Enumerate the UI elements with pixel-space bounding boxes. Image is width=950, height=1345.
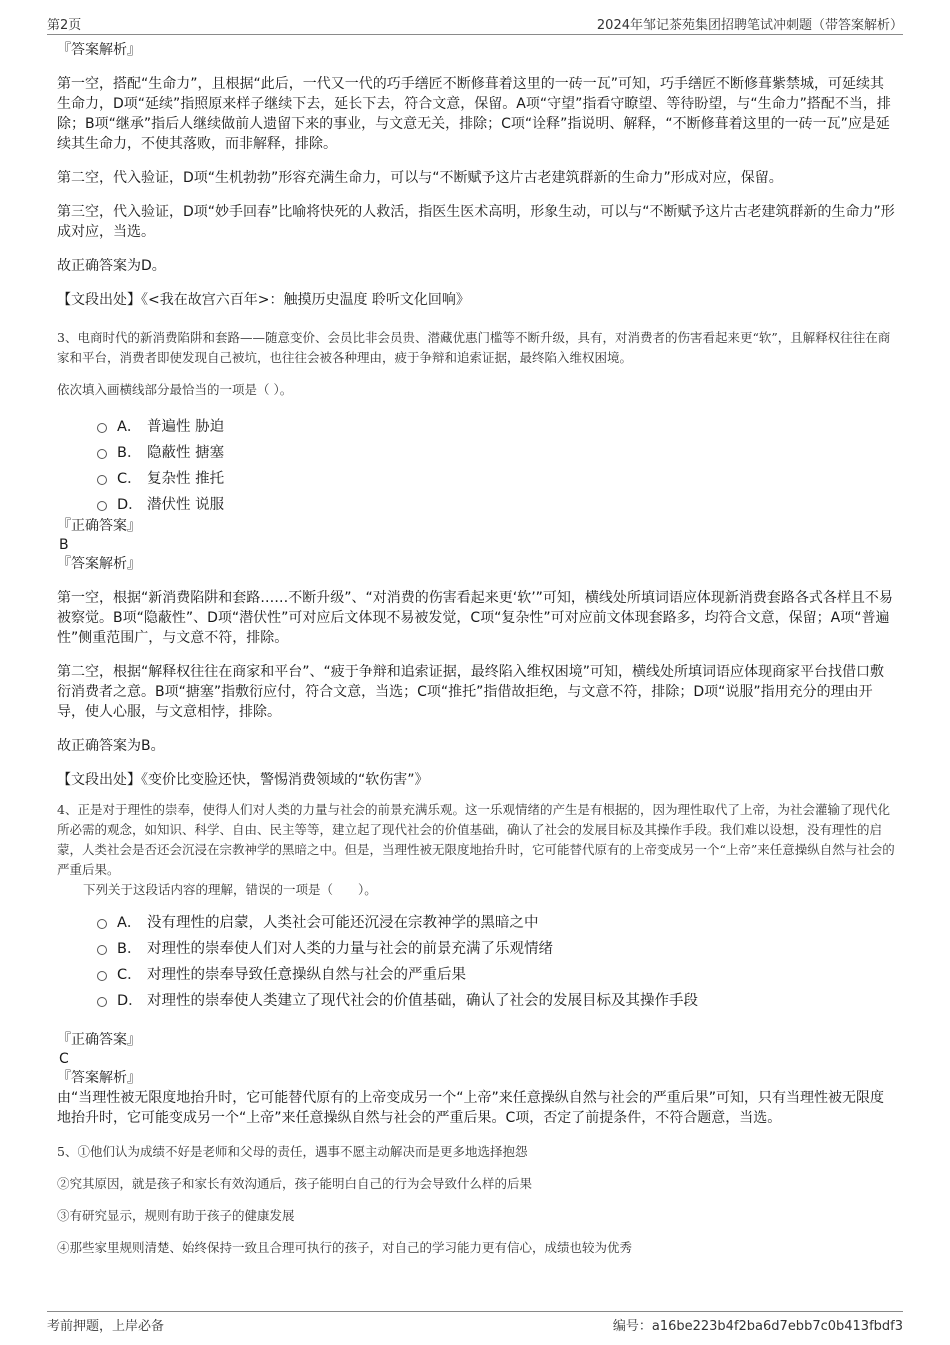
radio-icon[interactable] (97, 475, 107, 485)
q5-item-2: ②究其原因，就是孩子和家长有效沟通后，孩子能明白自己的行为会导致什么样的后果 (57, 1176, 533, 1191)
q4-option-b[interactable]: B． 对理性的崇奉使人们对人类的力量与社会的前景充满了乐观情绪 (97, 934, 897, 960)
q4-option-d[interactable]: D． 对理性的崇奉使人类建立了现代社会的价值基础，确认了社会的发展目标及其操作手段 (97, 986, 897, 1012)
document-title: 2024年邹记茶苑集团招聘笔试冲刺题（带答案解析） (596, 18, 903, 33)
q4-answer: C (59, 1051, 69, 1067)
radio-icon[interactable] (97, 501, 107, 511)
q4-option-a[interactable]: A． 没有理性的启蒙，人类社会可能还沉浸在宗教神学的黑暗之中 (97, 908, 897, 934)
q3-option-d[interactable]: D． 潜伏性 说服 (97, 490, 897, 516)
radio-icon[interactable] (97, 971, 107, 981)
q2-analysis-tag: 『答案解析』 (57, 42, 141, 58)
page-number: 第2页 (47, 18, 82, 33)
footer-slogan: 考前押题，上岸必备 (47, 1319, 165, 1334)
q4-question: 4、正是对于理性的崇奉，使得人们对人类的力量与社会的前景充满乐观。这一乐观情绪的产生是有根据的，因为理性取代了上帝，为社会灌输了现代化所必需的观念，如知识、科学、自由、民主等等，建立起了现代社会的价值基础，确认了社会的发展目标及其操作手段。我们难以设想，没有理性的启蒙，人类社会是否还会沉浸在宗教神学的黑暗之中。但是，当理性被无限度地抬升时，它可能替代原有的上帝变成另一个“上帝”来任意操纵自然与社会的严重后果。 (57, 802, 895, 877)
radio-icon[interactable] (97, 919, 107, 929)
q4-analysis-tag: 『答案解析』 (57, 1070, 141, 1086)
radio-icon[interactable] (97, 423, 107, 433)
q2-analysis-para3: 第三空，代入验证，D项“妙手回春”比喻将快死的人救活，指医生医术高明，形象生动，可以与“不断赋予这片古老建筑群新的生命力”形成对应，当选。 (57, 204, 895, 240)
q4-analysis-para1: 由“当理性被无限度地抬升时，它可能替代原有的上帝变成另一个“上帝”来任意操纵自然与社会的严重后果”可知，只有当理性被无限度地抬升时，它可能变成另一个“上帝”来任意操纵自然与社会的严重后果。C项，否定了前提条件，不符合题意，当选。 (57, 1090, 885, 1126)
q4-options (57, 908, 897, 1012)
radio-icon[interactable] (97, 997, 107, 1007)
q3-analysis-para1: 第一空，根据“新消费陷阱和套路……不断升级”、“对消费的伤害看起来更‘软’”可知，横线处所填词语应体现新消费套路各式各样且不易被察觉。B项“隐蔽性”、D项“潜伏性”可对应后文体现不易被发觉，C项“复杂性”可对应前文体现套路多，均符合文意，保留；A项“普遍性”侧重范围广，与文意不符，排除。 (57, 590, 893, 646)
q3-option-b[interactable]: B． 隐蔽性 搪塞 (97, 438, 897, 464)
q3-options (57, 412, 897, 516)
q2-conclusion: 故正确答案为D。 (57, 258, 166, 274)
q4-answer-tag: 『正确答案』 (57, 1032, 141, 1048)
page-footer (47, 1311, 903, 1334)
q4-prompt: 下列关于这段话内容的理解，错误的一项是（ ）。 (83, 882, 377, 897)
q3-analysis-para2: 第二空，根据“解释权往往在商家和平台”、“疲于争辩和追索证据，最终陷入维权困境”可知，横线处所填词语应体现商家平台找借口敷衍消费者之意。B项“搪塞”指敷衍应付，符合文意，当选；C项“推托”指借故拒绝，与文意不符，排除；D项“说服”指用充分的理由开导，使人心服，与文意相悖，排除。 (57, 664, 885, 720)
q5-item-4: ④那些家里规则清楚、始终保持一致且合理可执行的孩子，对自己的学习能力更有信心，成绩也较为优秀 (57, 1240, 633, 1255)
page-header (47, 12, 903, 35)
q3-answer: B (59, 537, 69, 553)
q3-answer-tag: 『正确答案』 (57, 518, 141, 534)
q3-option-c[interactable]: C． 复杂性 推托 (97, 464, 897, 490)
q2-analysis-para1: 第一空，搭配“生命力”，且根据“此后，一代又一代的巧手缮匠不断修葺着这里的一砖一瓦”可知，巧手缮匠不断修葺紫禁城，可延续其生命力，D项“延续”指照原来样子继续下去，延长下去，符合文意，保留。A项“守望”指看守瞭望、等待盼望，与“生命力”搭配不当，排除；B项“继承”指后人继续做前人遗留下来的事业，与文意无关，排除；C项“诠释”指说明、解释，“不断修葺着这里的一砖一瓦”应是延续其生命力，不使其落败，而非解释，排除。 (57, 76, 891, 152)
document-code: 编号：a16be223b4f2ba6d7ebb7c0b413fbdf3 (612, 1319, 903, 1334)
q3-question: 3、电商时代的新消费陷阱和套路——随意变价、会员比非会员贵、潜藏优惠门槛等不断升级，具有，对消费者的伤害看起来更“软”，且解释权往往在商家和平台，消费者即使发现自己被坑，也往往会被各种理由，疲于争辩和追索证据，最终陷入维权困境。 (57, 330, 891, 365)
radio-icon[interactable] (97, 945, 107, 955)
q5-item-3: ③有研究显示，规则有助于孩子的健康发展 (57, 1208, 295, 1223)
q2-source: 【文段出处】《<我在故宫六百年>：触摸历史温度 聆听文化回响》 (57, 292, 470, 308)
q3-analysis-tag: 『答案解析』 (57, 556, 141, 572)
page-content (57, 40, 897, 1258)
q3-source: 【文段出处】《变价比变脸还快，警惕消费领域的“软伤害”》 (57, 772, 429, 788)
q2-analysis-para2: 第二空，代入验证，D项“生机勃勃”形容充满生命力，可以与“不断赋予这片古老建筑群新的生命力”形成对应，保留。 (57, 170, 783, 186)
q3-option-a[interactable]: A． 普遍性 胁迫 (97, 412, 897, 438)
radio-icon[interactable] (97, 449, 107, 459)
q3-prompt: 依次填入画横线部分最恰当的一项是（ ）。 (57, 382, 293, 397)
q3-conclusion: 故正确答案为B。 (57, 738, 165, 754)
q4-option-c[interactable]: C． 对理性的崇奉导致任意操纵自然与社会的严重后果 (97, 960, 897, 986)
q5-item-1: 5、①他们认为成绩不好是老师和父母的责任，遇事不愿主动解决而是更多地选择抱怨 (57, 1144, 528, 1159)
